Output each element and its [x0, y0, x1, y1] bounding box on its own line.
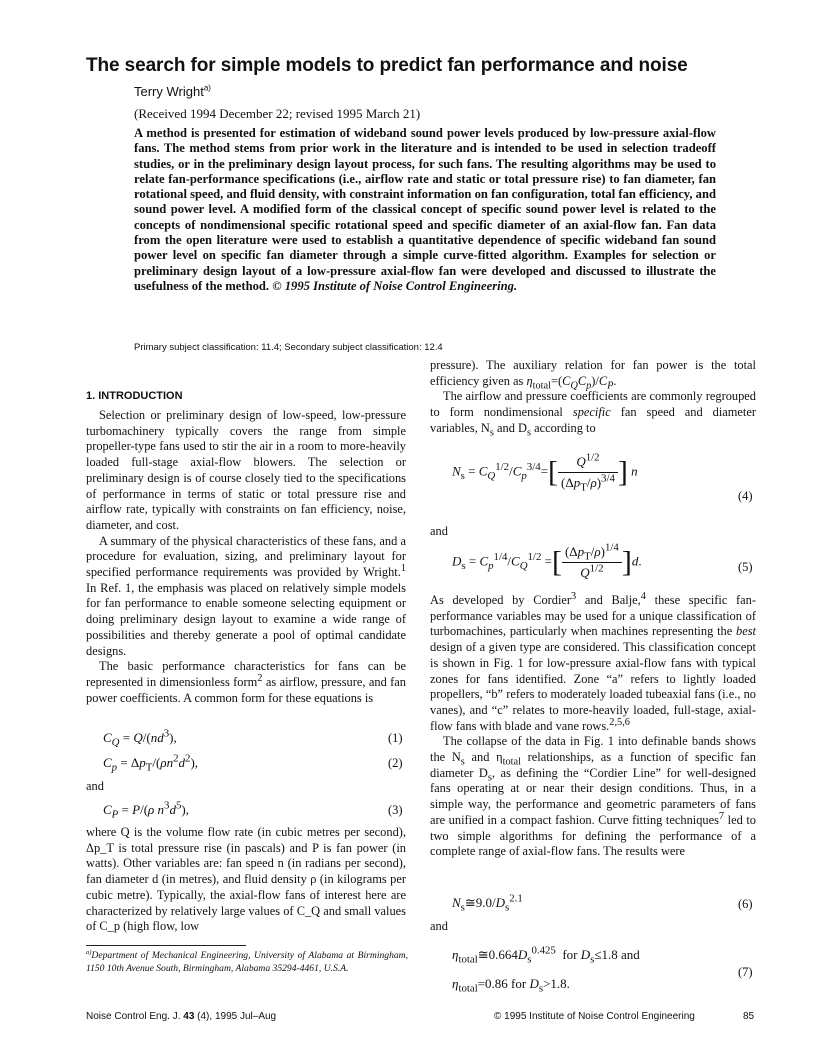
footnote	[86, 950, 408, 976]
equation-number: (2)	[388, 756, 403, 770]
paragraph: As developed by Cordier$^3$ and Balje,$^4$ these specific fan-performance variables may be used for a unique classification of turbomachines, particularly when machines representing the best design of a given type are considered. This classification concept is shown in Fig. 1 for low-pressure axial-flow fans with typical zones for fans identified. Zone “a” refers to lightly loaded propellers, “b” refers to moderately loaded tubeaxial fans (i.e., no vanes), and “c” relates to more-heavily loaded, full-stage, axial-flow fans with blade and vane rows.$^{2,5,6}$	[430, 590, 756, 733]
right-column-body	[430, 358, 756, 437]
footnote-rule	[86, 945, 246, 946]
citation: 7	[718, 810, 725, 822]
abstract-text: A method is presented for estimation of wideband sound power levels produced by low-pressure axial-flow fans. The method stems from prior work in the literature and is intended to be used in selection tradeoff studies, or in the preliminary design layout process, for such fans. The resulting algorithms may be used to relate fan-performance specifications (i.e., airflow rate and static or total pressure rise) to fan diameter, fan rotational speed, and fluid density, with constraint information on fan configuration, total fan efficiency, and sound power level. A modified form of the classical concept of specific sound power level is related to the concepts of nondimensional specific rotational speed and specific diameter of an axial-flow fan. Fan data from the open literature were used to establish a quantitative dependence of specific wideband fan sound power level on specific fan diameter through a simple curve-fitted algorithm. Examples for selection or preliminary design layout of a low-pressure axial-flow fan were developed and discussed to illustrate the usefulness of the method.	[134, 126, 716, 293]
abstract-copyright: © 1995 Institute of Noise Control Engineering.	[272, 278, 518, 293]
equation-7-line-1: $\eta_{total}≅0.664D_s^{0.425}$ for $D_s\le 1.8$ and	[452, 944, 640, 966]
paragraph: A summary of the physical characteristics of these fans, and a procedure for evaluation, sizing, and preliminary layout for specified performance requirements was provided by Wright.$^1$ In Ref. 1, the emphasis was placed on relatively simple models for fan performance to enable someone selecting equipment or doing preliminary design layout to examine a wide range of possibilities and thereby generate a pool of optimal candidate designs.	[86, 533, 406, 658]
citation: 4	[640, 590, 646, 602]
section-heading: 1. INTRODUCTION	[86, 390, 183, 402]
paper-title: The search for simple models to predict fan performance and noise	[86, 55, 688, 76]
equation-7-line-2: $\eta_{total}=0.86$ for $D_s>1.8$.	[452, 976, 570, 995]
left-column-body	[86, 408, 406, 706]
citation: 1	[400, 562, 406, 574]
equation-2: $C_p = \Delta p_T/(\rho n^2d^2)$,	[103, 752, 199, 774]
connector-word: and	[430, 524, 448, 538]
equation-number: (7)	[738, 965, 753, 979]
author-note-mark: a)	[203, 83, 211, 93]
received-dates: (Received 1994 December 22; revised 1995 March 21)	[134, 106, 421, 121]
citation: 2	[257, 672, 263, 684]
paragraph: The basic performance characteristics for fans can be represented in dimensionless form$^2$ as airflow, pressure, and fan power coefficients. A common form for these equations is	[86, 659, 406, 705]
equation-4: $N_s = C_Q^{1/2}/C_p^{3/4}=$[ $\frac{Q^{1/2}}{(\Delta p_T/\rho)^{3/4}}$ ] n	[452, 451, 638, 494]
subject-classification: Primary subject classification: 11.4; Secondary subject classification: 12.4	[134, 342, 443, 353]
journal-citation: Noise Control Eng. J. 43 (4), 1995 Jul–Aug	[86, 1011, 277, 1022]
paragraph: The collapse of the data in Fig. 1 into definable bands shows the $N_s$ and $\eta_{total}$ relationships, as a function of specific fan diameter $D_s$, as defining the “Cordier Line” for well-designed fans operating at or near their design conditions. Thus, in a simple way, the performance and geometric parameters of fans are unified in a compact fashion. Curve fitting techniques$^7$ led to two simple algorithms for defining the performance of a complete range of axial-flow fans. The results were	[430, 734, 757, 859]
page-number: 85	[743, 1011, 755, 1022]
footnote-mark: a)	[86, 948, 92, 956]
author-line	[134, 84, 211, 99]
paragraph: The airflow and pressure coefficients are commonly regrouped to form nondimensional specific fan speed and diameter variables, $N_s$ and $D_s$ according to	[430, 389, 756, 439]
equation-1: $C_Q = Q/(nd^3)$,	[103, 727, 177, 749]
equation-number: (4)	[738, 489, 753, 503]
equation-number: (1)	[388, 731, 403, 745]
right-column-continued	[430, 590, 757, 860]
footer-copyright: © 1995 Institute of Noise Control Engineering	[494, 1011, 695, 1022]
paragraph: pressure). The auxiliary relation for fan power is the total efficiency given as $\eta_{total}=(C_QC_p)/C_P$.	[430, 358, 756, 392]
connector-word: and	[86, 779, 104, 793]
footnote-text: Department of Mechanical Engineering, University of Alabama at Birmingham, 1150 10th Avenue South, Birmingham, Alabama 35294-4461, U.S.A.	[86, 950, 408, 974]
author-name: Terry Wright	[134, 84, 204, 99]
citation: 3	[571, 590, 577, 602]
equation-number: (5)	[738, 560, 753, 574]
equation-number: (3)	[388, 803, 403, 817]
left-column-continued	[86, 825, 406, 935]
paragraph: Selection or preliminary design of low-speed, low-pressure turbomachinery typically covers the range from simple propeller-type fans used to stir the air in a room to more-heavily loaded full-stage axial-flow blowers. The selection or preliminary design is of course closely tied to the specifications of performance in terms of static or total pressure rise and airflow rate, typically with constraints on fan efficiency, noise, diameter, and cost.	[86, 408, 406, 532]
equation-3: $C_P = P/(\rho$ $n^3d^5$),	[103, 799, 189, 821]
abstract	[134, 126, 716, 294]
equation-5: $D_s = C_p^{1/4}/C_Q^{1/2}$ =[ $\frac{(\Delta p_T/\rho)^{1/4}}{Q^{1/2}}$ ]d.	[452, 541, 642, 580]
equation-number: (6)	[738, 897, 753, 911]
equation-6: $N_s≅9.0/D_s^{2.1}$	[452, 892, 523, 914]
connector-word: and	[430, 919, 448, 933]
citation: 2,5,6	[609, 716, 630, 728]
paragraph: where Q is the volume flow rate (in cubic metres per second), Δp_T is total pressure rise (in pascals) and P is fan power (in watts). Other variables are: fan speed n (in radians per second), fan diameter d (in metres), and fluid density ρ (in kilograms per cubic metre). Typically, the axial-flow fans of interest here are characterized by relatively large values of C_Q and small values of C_p (high flow, low	[86, 825, 406, 934]
